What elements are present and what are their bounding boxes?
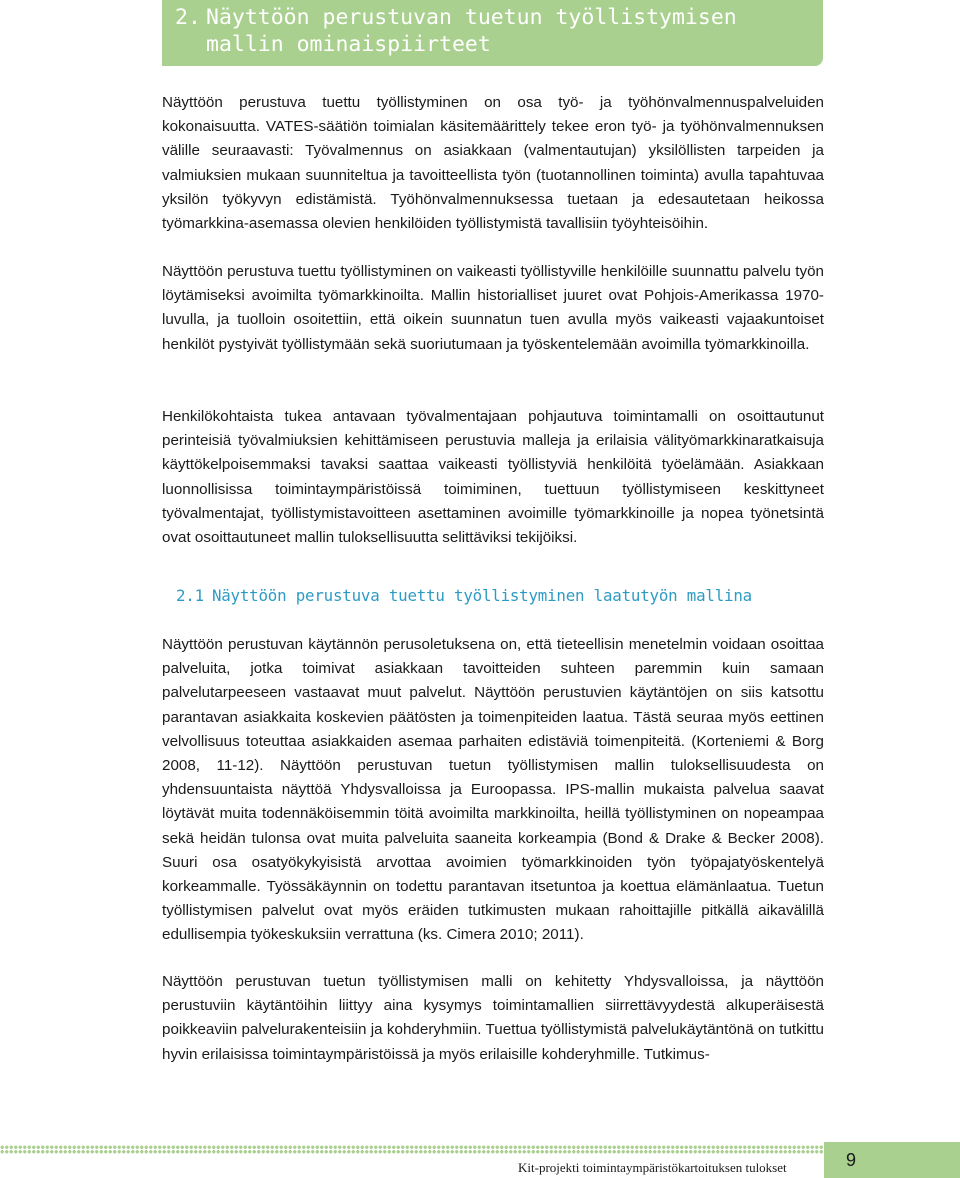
body-paragraph-2: Näyttöön perustuva tuettu työllistyminen on vaikeasti työllistyville henkilöille suunnattu palvelu työn löytämiseksi avoimilta työmarkkinoilta. Mallin historialliset juuret ovat Pohjois-Amerikassa 1970-luvulla, ja tuolloin osoitettiin, että oikein suunnatun tuen avulla myös vaikeasti vajaakuntoiset henkilöt pystyivät työllistymään sekä suoriutumaan ja työskentelemään avoimilla työmarkkinoilla.: [162, 263, 824, 353]
chapter-title: [175, 4, 815, 58]
section-paragraph-2: Näyttöön perustuvan tuetun työllistymisen malli on kehitetty Yhdysvalloissa, ja näyttöön perustuviin käytäntöihin liittyy aina kysymys toimintamallien siirrettävyydestä alkuperäisestä poikkeaviin palvelurakenteisiin ja kohderyhmiin. Tuettua työllistymistä palvelukäytäntönä on tutkittu hyvin erilaisissa toimintaympäristöissä ja myös erilaisille kohderyhmille. Tutkimus-: [162, 973, 824, 1063]
section-paragraph-1: Näyttöön perustuvan käytännön perusoletuksena on, että tieteellisin menetelmin voidaan osoittaa palveluita, jotka toimivat asiakkaan tavoitteiden suhteen paremmin kuin samaan palvelutarpeeseen vastaavat muut palvelut. Näyttöön perustuvien käytäntöjen on siis katsottu parantavan asiakkaita koskevien päätösten ja toimenpiteiden laatua. Tästä seuraa myös eettinen velvollisuus toteuttaa asiakkaiden asemaa parhaiten edistäviä toimenpiteitä. (Korteniemi & Borg 2008, 11-12). Näyttöön perustuvan tuetun työllistymisen mallin tuloksellisuudesta on yhdensuuntaista näyttöä Yhdysvalloissa ja Euroopassa. IPS-mallin mukaista palvelua saavat löytävät muita todennäköisemmin töitä avoimilta markkinoilta, heillä työllistyminen on nopeampaa sekä heidän tulonsa ovat muita palveluita saaneita korkeampia (Bond & Drake & Becker 2008). Suuri osa osatyökykyisistä arvottaa avoimien työmarkkinoiden työn työpajatyöskentelyä korkeammalle. Työssäkäynnin on todettu parantavan itsetuntoa ja koettua elämänlaatua. Tuetun työllistymisen palvelut ovat myös eräiden tutkimusten mukaan rahoittajille pitkällä aikavälillä edullisempia työkeskuksiin verrattuna (ks. Cimera 2010; 2011).: [162, 636, 824, 944]
body-paragraph-1: Näyttöön perustuva tuettu työllistyminen on osa työ- ja työhönvalmennuspalveluiden kokonaisuutta. VATES-säätiön toimialan käsitemäärittely tekee eron työ- ja työhönvalmennuksen välille seuraavasti: Työvalmennus on asiakkaan (valmentautujan) yksilöllisten tarpeiden ja valmiuksien mukaan suunniteltua ja tavoitteellista työn (tuotannollinen toiminta) avulla tapahtuvaa yksilön työkyvyn edistämistä. Työhönvalmennuksessa tuetaan ja edesautetaan heikossa työmarkkina-asemassa olevien henkilöiden työllistymistä tavallisiin työyhteisöihin.: [162, 94, 824, 233]
section-heading: [176, 584, 752, 608]
chapter-title-text: Näyttöön perustuvan tuetun työllistymisen mallin ominaispiirteet: [206, 5, 737, 57]
page-number: 9: [846, 1150, 857, 1170]
page-number-tab: [824, 1142, 960, 1178]
chapter-number: 2.: [175, 5, 201, 30]
footer-publication-title: Kit-projekti toimintaympäristökartoituksen tulokset: [518, 1160, 787, 1175]
section-title-text: Näyttöön perustuva tuettu työllistyminen laatutyön mallina: [211, 586, 752, 605]
footer-dotted-band: [0, 1145, 824, 1154]
section-number: 2.1: [176, 586, 204, 605]
body-paragraph-3: Henkilökohtaista tukea antavaan työvalmentajaan pohjautuva toimintamalli on osoittautunut perinteisiä työvalmiuksien kehittämiseen perustuvia malleja ja erilaisia välityömarkkinaratkaisuja käyttökelpoisemmaksi tavaksi saattaa vaikeasti työllistyviä henkilöitä työelämään. Asiakkaan luonnollisissa toimintaympäristöissä toimiminen, tuettuun työllistymiseen keskittyneet työvalmentajat, työllistymistavoitteen asettaminen avoimille työmarkkinoille ja nopea työnetsintä ovat osoittautuneet mallin tuloksellisuutta selittäviksi tekijöiksi.: [162, 408, 824, 547]
